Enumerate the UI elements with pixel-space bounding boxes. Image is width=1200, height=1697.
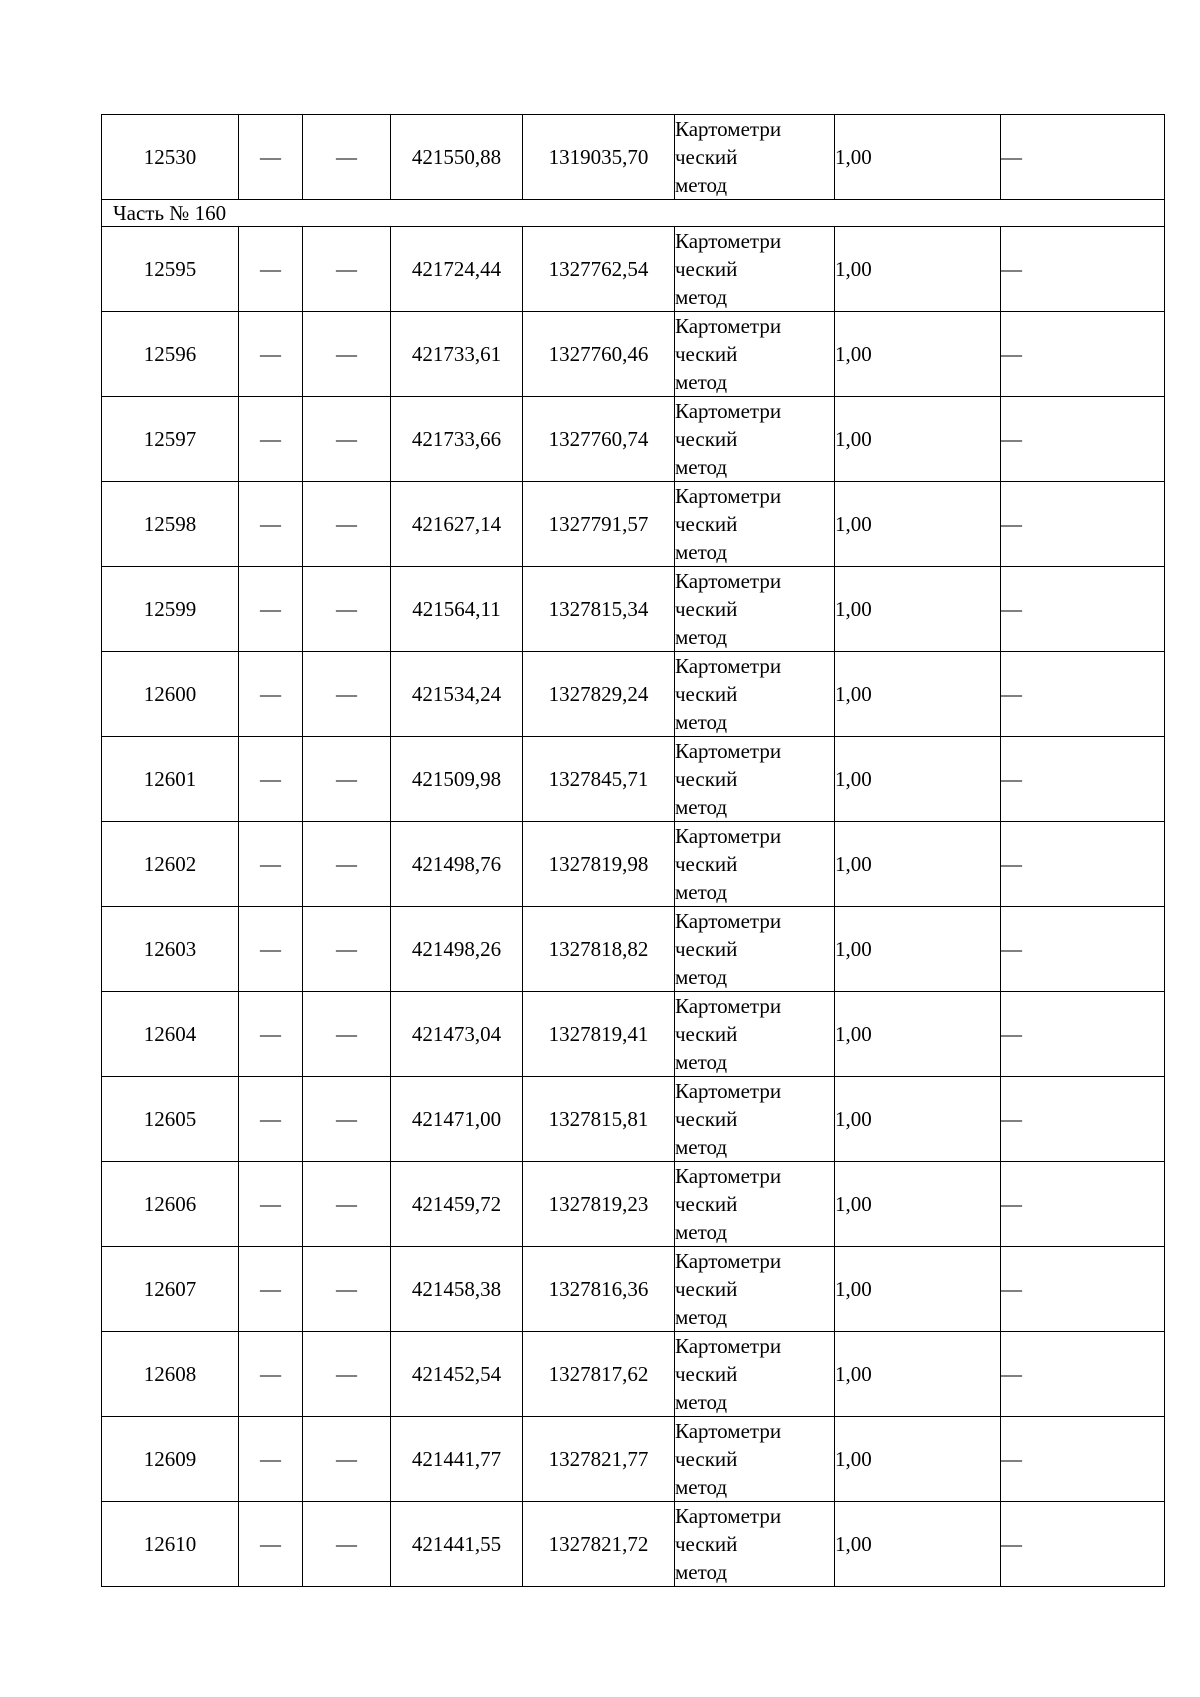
point-number-cell: 12608 <box>102 1332 239 1417</box>
point-number-cell: 12601 <box>102 737 239 822</box>
method-cell <box>675 227 835 312</box>
table-row <box>102 992 1165 1077</box>
empty-dash-cell: — <box>303 737 391 822</box>
part-label: Часть № 160 <box>102 200 1165 227</box>
empty-dash-cell: — <box>239 1247 303 1332</box>
method-text: Картометри ческий метод <box>675 1164 782 1244</box>
coordinate-y-cell: 1327821,72 <box>523 1502 675 1587</box>
method-text: Картометри ческий метод <box>675 909 782 989</box>
empty-dash-cell: — <box>239 737 303 822</box>
table-row <box>102 312 1165 397</box>
empty-dash-cell: — <box>239 1077 303 1162</box>
table-row <box>102 822 1165 907</box>
table-row <box>102 907 1165 992</box>
method-cell <box>675 822 835 907</box>
description-dash-cell: — <box>1001 1162 1165 1247</box>
coordinate-y-cell: 1327817,62 <box>523 1332 675 1417</box>
accuracy-cell: 1,00 <box>835 1332 1001 1417</box>
accuracy-cell: 1,00 <box>835 397 1001 482</box>
empty-dash-cell: — <box>239 1502 303 1587</box>
method-cell <box>675 115 835 200</box>
point-number-cell: 12606 <box>102 1162 239 1247</box>
empty-dash-cell: — <box>303 1162 391 1247</box>
empty-dash-cell: — <box>239 115 303 200</box>
coordinate-x-cell: 421534,24 <box>391 652 523 737</box>
method-cell <box>675 1162 835 1247</box>
point-number-cell: 12602 <box>102 822 239 907</box>
description-dash-cell: — <box>1001 822 1165 907</box>
empty-dash-cell: — <box>303 115 391 200</box>
empty-dash-cell: — <box>239 822 303 907</box>
empty-dash-cell: — <box>303 227 391 312</box>
empty-dash-cell: — <box>239 1417 303 1502</box>
point-number-cell: 12597 <box>102 397 239 482</box>
table-row <box>102 1332 1165 1417</box>
method-text: Картометри ческий метод <box>675 484 782 564</box>
coordinate-x-cell: 421627,14 <box>391 482 523 567</box>
coordinate-y-cell: 1327815,34 <box>523 567 675 652</box>
description-dash-cell: — <box>1001 1247 1165 1332</box>
method-cell <box>675 652 835 737</box>
method-cell <box>675 1332 835 1417</box>
method-text: Картометри ческий метод <box>675 994 782 1074</box>
empty-dash-cell: — <box>303 1417 391 1502</box>
description-dash-cell: — <box>1001 1332 1165 1417</box>
table-row <box>102 567 1165 652</box>
description-dash-cell: — <box>1001 482 1165 567</box>
empty-dash-cell: — <box>239 1162 303 1247</box>
description-dash-cell: — <box>1001 115 1165 200</box>
description-dash-cell: — <box>1001 907 1165 992</box>
method-text: Картометри ческий метод <box>675 1504 782 1584</box>
coordinate-y-cell: 1327815,81 <box>523 1077 675 1162</box>
coordinate-x-cell: 421550,88 <box>391 115 523 200</box>
accuracy-cell: 1,00 <box>835 652 1001 737</box>
method-text: Картометри ческий метод <box>675 654 782 734</box>
coordinate-y-cell: 1327818,82 <box>523 907 675 992</box>
coordinate-y-cell: 1319035,70 <box>523 115 675 200</box>
description-dash-cell: — <box>1001 312 1165 397</box>
coordinate-x-cell: 421498,76 <box>391 822 523 907</box>
description-dash-cell: — <box>1001 567 1165 652</box>
point-number-cell: 12610 <box>102 1502 239 1587</box>
description-dash-cell: — <box>1001 1077 1165 1162</box>
method-text: Картометри ческий метод <box>675 569 782 649</box>
method-cell <box>675 1502 835 1587</box>
coordinate-y-cell: 1327819,23 <box>523 1162 675 1247</box>
table-row <box>102 397 1165 482</box>
method-cell <box>675 397 835 482</box>
coordinates-table <box>101 114 1165 1587</box>
empty-dash-cell: — <box>303 907 391 992</box>
empty-dash-cell: — <box>239 652 303 737</box>
empty-dash-cell: — <box>239 482 303 567</box>
empty-dash-cell: — <box>239 397 303 482</box>
description-dash-cell: — <box>1001 1417 1165 1502</box>
point-number-cell: 12530 <box>102 115 239 200</box>
coordinate-x-cell: 421441,55 <box>391 1502 523 1587</box>
method-cell <box>675 312 835 397</box>
empty-dash-cell: — <box>303 1332 391 1417</box>
coordinate-x-cell: 421724,44 <box>391 227 523 312</box>
coordinate-y-cell: 1327762,54 <box>523 227 675 312</box>
empty-dash-cell: — <box>303 1077 391 1162</box>
method-text: Картометри ческий метод <box>675 399 782 479</box>
method-cell <box>675 1247 835 1332</box>
method-cell <box>675 1417 835 1502</box>
point-number-cell: 12595 <box>102 227 239 312</box>
description-dash-cell: — <box>1001 397 1165 482</box>
method-cell <box>675 992 835 1077</box>
table-row <box>102 1077 1165 1162</box>
coordinate-x-cell: 421459,72 <box>391 1162 523 1247</box>
coordinate-x-cell: 421441,77 <box>391 1417 523 1502</box>
empty-dash-cell: — <box>239 907 303 992</box>
accuracy-cell: 1,00 <box>835 1247 1001 1332</box>
accuracy-cell: 1,00 <box>835 567 1001 652</box>
accuracy-cell: 1,00 <box>835 737 1001 822</box>
coordinate-x-cell: 421471,00 <box>391 1077 523 1162</box>
description-dash-cell: — <box>1001 227 1165 312</box>
coordinate-x-cell: 421458,38 <box>391 1247 523 1332</box>
empty-dash-cell: — <box>303 1247 391 1332</box>
method-text: Картометри ческий метод <box>675 1419 782 1499</box>
accuracy-cell: 1,00 <box>835 227 1001 312</box>
empty-dash-cell: — <box>303 992 391 1077</box>
method-cell <box>675 907 835 992</box>
table-row <box>102 227 1165 312</box>
table-row <box>102 482 1165 567</box>
table-body <box>102 115 1165 1587</box>
method-text: Картометри ческий метод <box>675 229 782 309</box>
description-dash-cell: — <box>1001 652 1165 737</box>
point-number-cell: 12603 <box>102 907 239 992</box>
coordinate-y-cell: 1327845,71 <box>523 737 675 822</box>
method-text: Картометри ческий метод <box>675 1334 782 1414</box>
table-row <box>102 1162 1165 1247</box>
coordinate-y-cell: 1327819,98 <box>523 822 675 907</box>
coordinate-x-cell: 421733,61 <box>391 312 523 397</box>
accuracy-cell: 1,00 <box>835 312 1001 397</box>
accuracy-cell: 1,00 <box>835 1502 1001 1587</box>
method-text: Картометри ческий метод <box>675 739 782 819</box>
empty-dash-cell: — <box>303 312 391 397</box>
method-cell <box>675 482 835 567</box>
empty-dash-cell: — <box>303 482 391 567</box>
table-row <box>102 737 1165 822</box>
accuracy-cell: 1,00 <box>835 992 1001 1077</box>
coordinate-x-cell: 421509,98 <box>391 737 523 822</box>
point-number-cell: 12596 <box>102 312 239 397</box>
method-cell <box>675 737 835 822</box>
coordinate-x-cell: 421564,11 <box>391 567 523 652</box>
empty-dash-cell: — <box>239 312 303 397</box>
table-row <box>102 1247 1165 1332</box>
empty-dash-cell: — <box>239 227 303 312</box>
coordinate-y-cell: 1327816,36 <box>523 1247 675 1332</box>
empty-dash-cell: — <box>303 567 391 652</box>
description-dash-cell: — <box>1001 992 1165 1077</box>
coordinate-x-cell: 421733,66 <box>391 397 523 482</box>
point-number-cell: 12605 <box>102 1077 239 1162</box>
part-header-row <box>102 200 1165 227</box>
accuracy-cell: 1,00 <box>835 1077 1001 1162</box>
point-number-cell: 12607 <box>102 1247 239 1332</box>
empty-dash-cell: — <box>303 1502 391 1587</box>
coordinate-y-cell: 1327829,24 <box>523 652 675 737</box>
table-row <box>102 1417 1165 1502</box>
point-number-cell: 12609 <box>102 1417 239 1502</box>
description-dash-cell: — <box>1001 1502 1165 1587</box>
coordinate-y-cell: 1327821,77 <box>523 1417 675 1502</box>
accuracy-cell: 1,00 <box>835 482 1001 567</box>
empty-dash-cell: — <box>239 1332 303 1417</box>
method-text: Картометри ческий метод <box>675 1079 782 1159</box>
coordinate-y-cell: 1327760,46 <box>523 312 675 397</box>
accuracy-cell: 1,00 <box>835 1417 1001 1502</box>
coordinate-y-cell: 1327819,41 <box>523 992 675 1077</box>
accuracy-cell: 1,00 <box>835 115 1001 200</box>
coordinate-x-cell: 421473,04 <box>391 992 523 1077</box>
coordinate-x-cell: 421452,54 <box>391 1332 523 1417</box>
table-row <box>102 1502 1165 1587</box>
coordinate-x-cell: 421498,26 <box>391 907 523 992</box>
empty-dash-cell: — <box>303 397 391 482</box>
accuracy-cell: 1,00 <box>835 907 1001 992</box>
accuracy-cell: 1,00 <box>835 822 1001 907</box>
coordinate-y-cell: 1327760,74 <box>523 397 675 482</box>
table-row <box>102 652 1165 737</box>
empty-dash-cell: — <box>303 652 391 737</box>
point-number-cell: 12604 <box>102 992 239 1077</box>
description-dash-cell: — <box>1001 737 1165 822</box>
empty-dash-cell: — <box>239 567 303 652</box>
method-cell <box>675 567 835 652</box>
coordinate-y-cell: 1327791,57 <box>523 482 675 567</box>
method-text: Картометри ческий метод <box>675 1249 782 1329</box>
method-text: Картометри ческий метод <box>675 824 782 904</box>
empty-dash-cell: — <box>303 822 391 907</box>
empty-dash-cell: — <box>239 992 303 1077</box>
method-text: Картометри ческий метод <box>675 314 782 394</box>
method-cell <box>675 1077 835 1162</box>
point-number-cell: 12598 <box>102 482 239 567</box>
table-row <box>102 115 1165 200</box>
accuracy-cell: 1,00 <box>835 1162 1001 1247</box>
point-number-cell: 12600 <box>102 652 239 737</box>
point-number-cell: 12599 <box>102 567 239 652</box>
method-text: Картометри ческий метод <box>675 117 782 197</box>
